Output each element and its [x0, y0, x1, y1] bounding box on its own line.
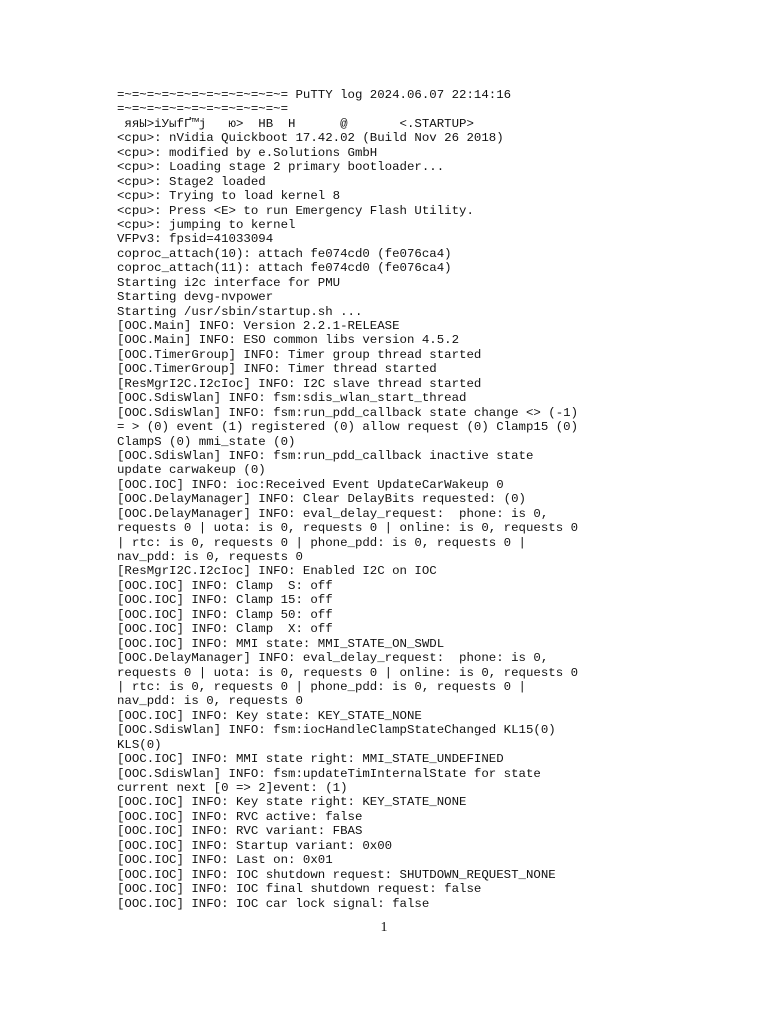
log-line: = > (0) event (1) registered (0) allow request (0) Clamp15 (0) — [117, 420, 579, 435]
log-line: [OOC.IOC] INFO: Clamp S: off — [117, 578, 333, 593]
log-line: [OOC.Main] INFO: Version 2.2.1-RELEASE — [117, 319, 400, 333]
log-line: [OOC.DelayManager] INFO: eval_delay_request: phone: is 0, — [117, 506, 549, 521]
log-line: [OOC.IOC] INFO: Key state: KEY_STATE_NONE — [117, 708, 422, 723]
log-line: [OOC.IOC] INFO: IOC final shutdown request: false — [117, 882, 482, 897]
log-line: Starting devg-nvpower — [117, 290, 274, 305]
log-line: <cpu>: jumping to kernel — [117, 217, 296, 232]
log-line: <cpu>: Stage2 loaded — [117, 174, 266, 189]
log-line: [OOC.IOC] INFO: ioc:Received Event UpdateCarWakeup 0 — [117, 477, 504, 492]
log-line: =~=~=~=~=~=~=~=~=~=~=~= — [117, 102, 289, 117]
log-line: [OOC.TimerGroup] INFO: Timer thread started — [117, 362, 437, 377]
log-line: [OOC.TimerGroup] INFO: Timer group thread started — [117, 347, 482, 362]
log-line: update carwakeup (0) — [117, 463, 266, 478]
log-line: <cpu>: Trying to load kernel 8 — [117, 189, 341, 204]
log-line: coproc_attach(11): attach fe074cd0 (fe076ca4) — [117, 261, 452, 276]
log-line: [OOC.SdisWlan] INFO: fsm:updateTimInternalState for state — [117, 766, 541, 781]
page-number: 1 — [380, 920, 388, 935]
log-line: =~=~=~=~=~=~=~=~=~=~=~= PuTTY log 2024.06.07 22:14:16 — [117, 88, 512, 102]
log-line: [OOC.SdisWlan] INFO: fsm:iocHandleClampStateChanged KL15(0) — [117, 723, 556, 738]
log-line: VFPv3: fpsid=41033094 — [117, 232, 274, 247]
log-line: <cpu>: nVidia Quickboot 17.42.02 (Build Nov 26 2018) — [117, 131, 504, 146]
log-line: current next [0 => 2]event: (1) — [117, 781, 348, 795]
log-line: [OOC.IOC] INFO: Last on: 0x01 — [117, 853, 333, 868]
log-line: requests 0 | uota: is 0, requests 0 | online: is 0, requests 0 — [117, 521, 579, 536]
log-line: [OOC.IOC] INFO: Clamp X: off — [117, 622, 333, 637]
log-line: coproc_attach(10): attach fe074cd0 (fe076ca4) — [117, 246, 452, 261]
log-line: | rtc: is 0, requests 0 | phone_pdd: is 0, requests 0 | — [117, 679, 526, 694]
log-line: [OOC.SdisWlan] INFO: fsm:run_pdd_callback inactive state — [117, 448, 534, 463]
log-line: nav_pdd: is 0, requests 0 — [117, 550, 303, 564]
log-line: [OOC.DelayManager] INFO: Clear DelayBits requested: (0) — [117, 492, 526, 507]
log-line: [OOC.IOC] INFO: RVC active: false — [117, 809, 363, 824]
log-line: яяЫ>іУыfҐ™ј ю> НВ Н @ <.STARTUP> — [117, 116, 474, 131]
log-line: <cpu>: modified by e.Solutions GmbH — [117, 145, 378, 160]
log-line: [ResMgrI2C.I2cIoc] INFO: I2C slave thread started — [117, 376, 482, 391]
log-line: KLS(0) — [117, 737, 162, 752]
log-line: <cpu>: Press <E> to run Emergency Flash Utility. — [117, 203, 474, 218]
log-line: ClampS (0) mmi_state (0) — [117, 434, 296, 449]
log-line: [OOC.IOC] INFO: Startup variant: 0x00 — [117, 838, 393, 853]
log-line: nav_pdd: is 0, requests 0 — [117, 694, 303, 709]
log-line: [OOC.IOC] INFO: Key state right: KEY_STATE_NONE — [117, 795, 467, 810]
log-line: [OOC.DelayManager] INFO: eval_delay_request: phone: is 0, — [117, 651, 549, 666]
log-line: [OOC.Main] INFO: ESO common libs version 4.5.2 — [117, 333, 460, 348]
log-line: [OOC.IOC] INFO: IOC car lock signal: false — [117, 896, 430, 911]
log-line: [OOC.IOC] INFO: RVC variant: FBAS — [117, 824, 363, 839]
log-line: [OOC.IOC] INFO: Clamp 50: off — [117, 607, 333, 622]
log-line: [OOC.IOC] INFO: MMI state right: MMI_STATE_UNDEFINED — [117, 752, 504, 767]
log-line: [OOC.IOC] INFO: MMI state: MMI_STATE_ON_SWDL — [117, 636, 445, 651]
log-line: [ResMgrI2C.I2cIoc] INFO: Enabled I2C on IOC — [117, 564, 437, 579]
log-line: [OOC.IOC] INFO: Clamp 15: off — [117, 593, 333, 608]
log-line: Starting i2c interface for PMU — [117, 275, 341, 290]
log-line: <cpu>: Loading stage 2 primary bootloader... — [117, 160, 445, 175]
log-line: [OOC.IOC] INFO: IOC shutdown request: SHUTDOWN_REQUEST_NONE — [117, 867, 556, 882]
log-line: [OOC.SdisWlan] INFO: fsm:run_pdd_callback state change <> (-1) — [117, 405, 579, 420]
log-line: | rtc: is 0, requests 0 | phone_pdd: is 0, requests 0 | — [117, 535, 526, 550]
putty-log-text — [117, 88, 657, 911]
log-line: Starting /usr/sbin/startup.sh ... — [117, 304, 363, 319]
log-line: requests 0 | uota: is 0, requests 0 | online: is 0, requests 0 — [117, 665, 579, 680]
log-line: [OOC.SdisWlan] INFO: fsm:sdis_wlan_start_thread — [117, 391, 467, 406]
